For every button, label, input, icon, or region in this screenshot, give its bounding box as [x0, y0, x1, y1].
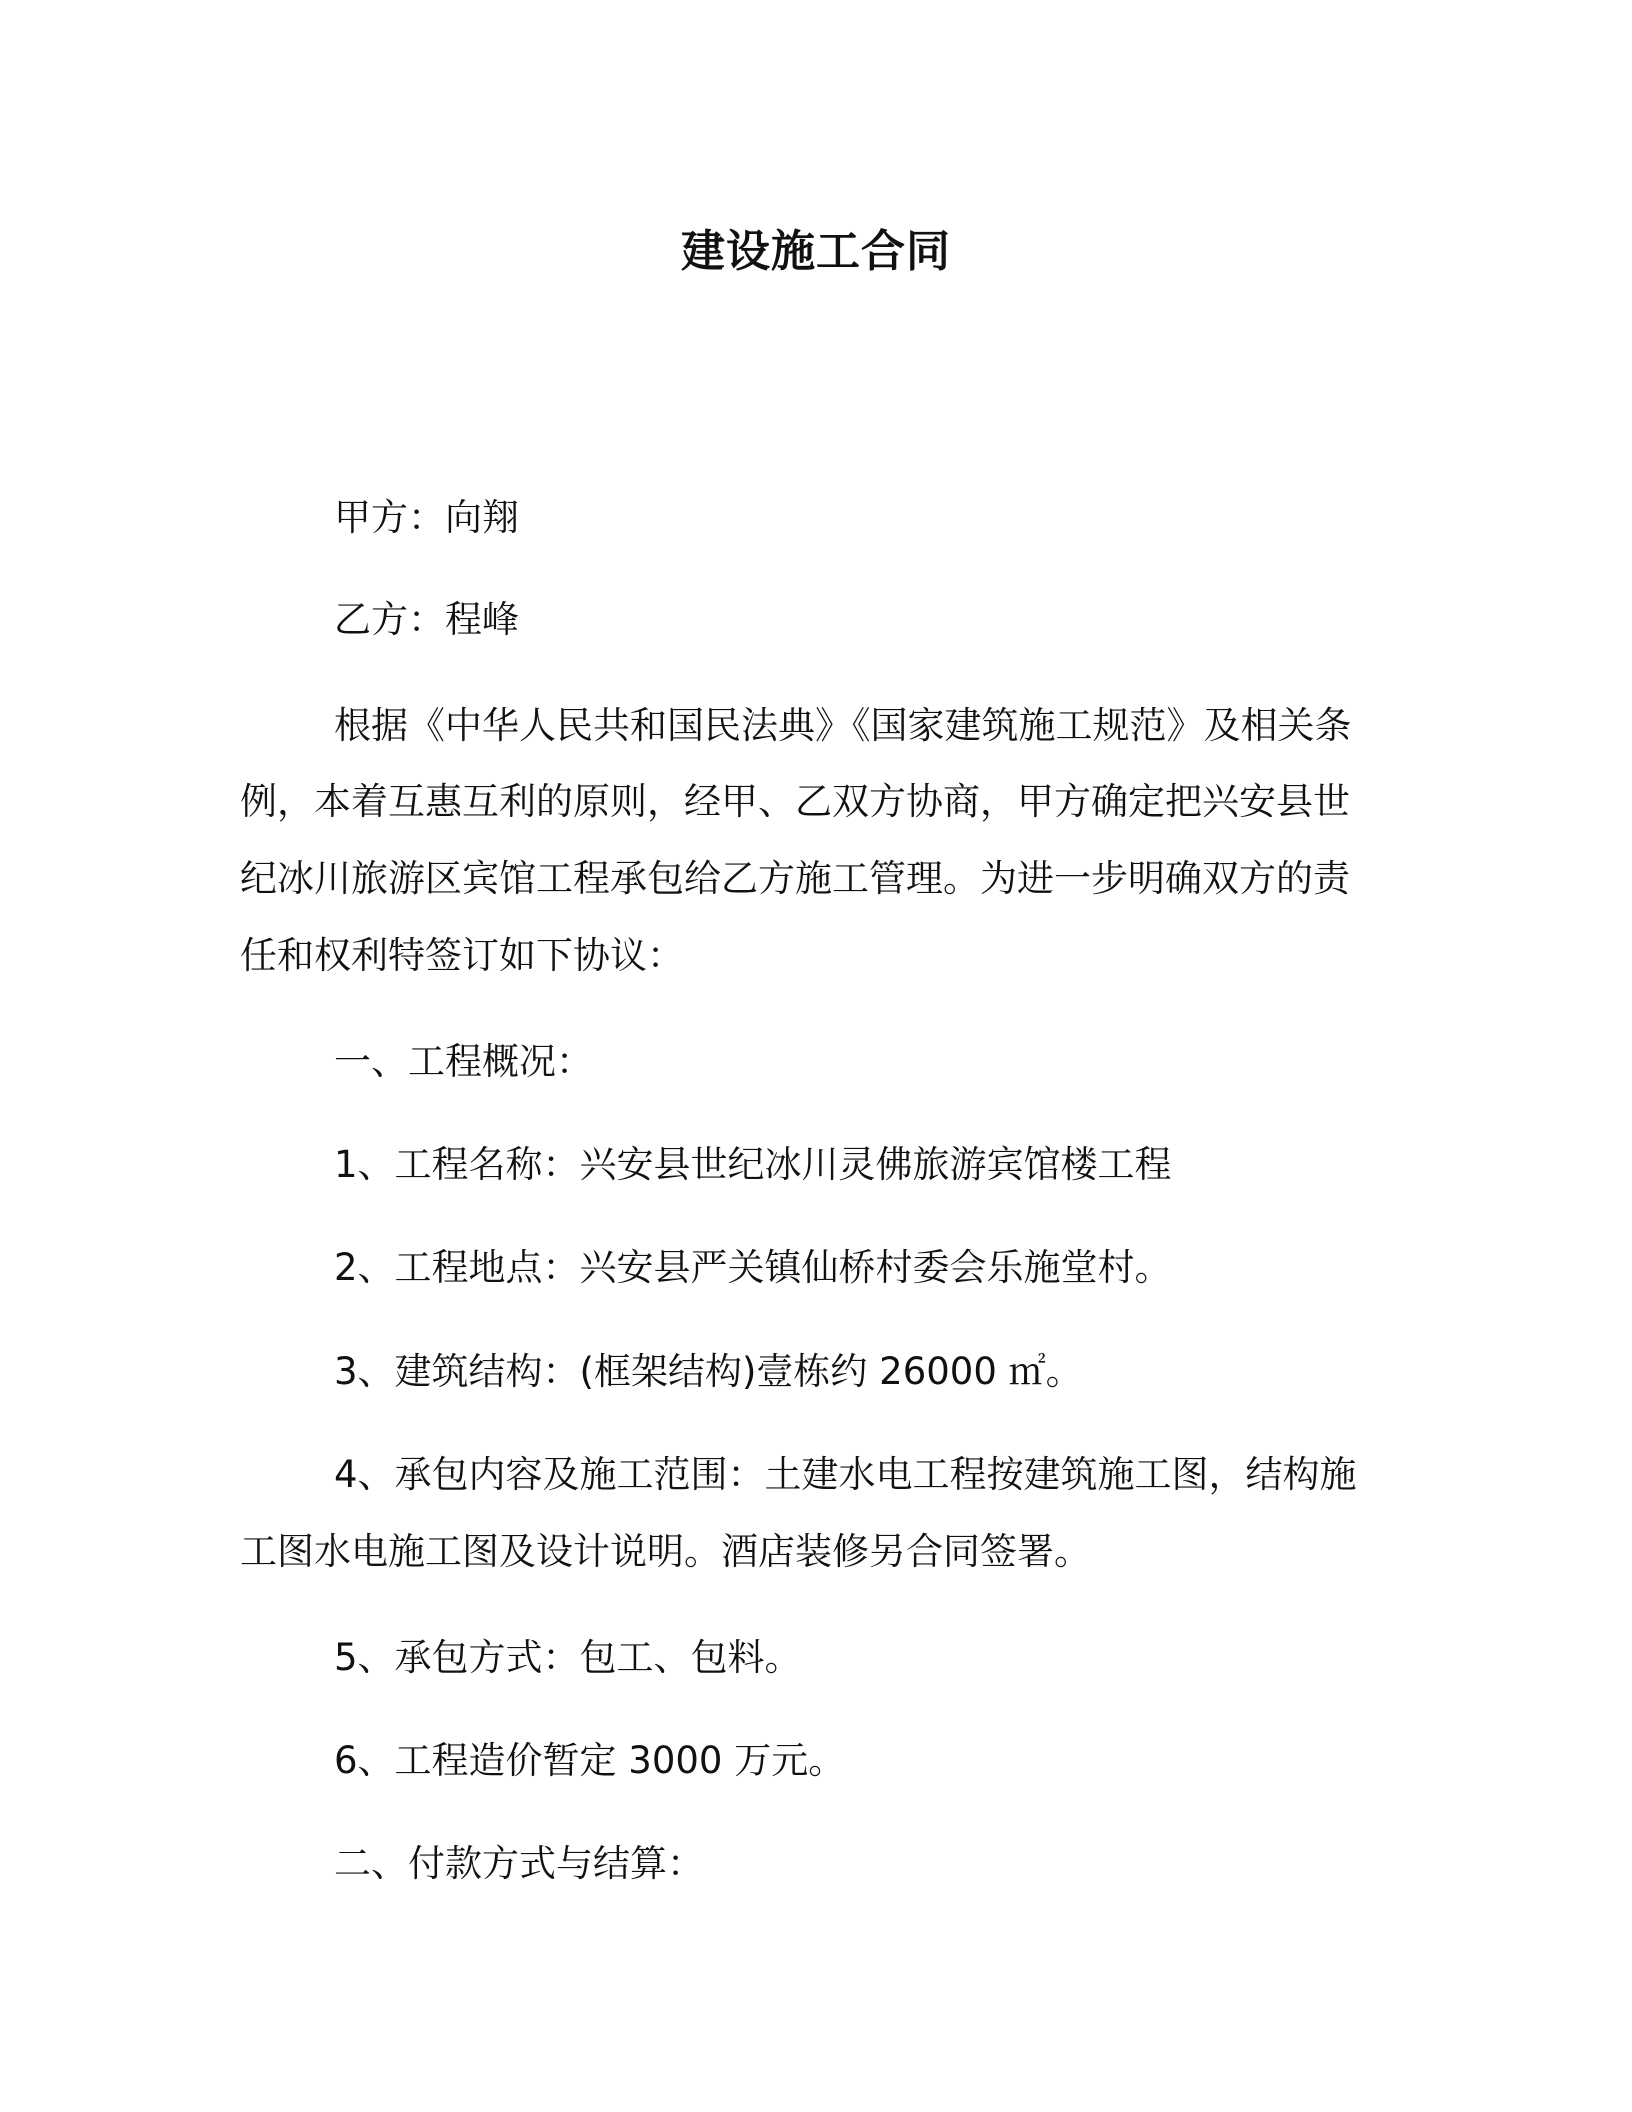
document-title: 建设施工合同 — [681, 226, 951, 277]
list-item: 5、承包方式：包工、包料。 — [334, 1636, 802, 1679]
section-heading: 一、工程概况： — [334, 1040, 593, 1083]
section-heading: 二、付款方式与结算： — [334, 1842, 704, 1885]
list-item-line: 4、承包内容及施工范围：土建水电工程按建筑施工图，结构施 — [334, 1453, 1357, 1496]
preamble-line: 根据《中华人民共和国民法典》《国家建筑施工规范》及相关条 — [334, 704, 1352, 747]
list-item: 6、工程造价暂定 3000 万元。 — [334, 1739, 846, 1782]
party-a: 甲方：向翔 — [334, 496, 519, 539]
preamble-line: 纪冰川旅游区宾馆工程承包给乙方施工管理。为进一步明确双方的责 — [240, 857, 1350, 900]
list-item: 3、建筑结构：(框架结构)壹栋约 26000 ㎡。 — [334, 1350, 1083, 1393]
list-item: 1、工程名称：兴安县世纪冰川灵佛旅游宾馆楼工程 — [334, 1143, 1172, 1186]
list-item-line: 工图水电施工图及设计说明。酒店装修另合同签署。 — [240, 1530, 1091, 1573]
party-b: 乙方：程峰 — [334, 598, 519, 641]
list-item: 2、工程地点：兴安县严关镇仙桥村委会乐施堂村。 — [334, 1246, 1172, 1289]
preamble-line: 例，本着互惠互利的原则，经甲、乙双方协商，甲方确定把兴安县世 — [240, 780, 1350, 823]
preamble-line: 任和权利特签订如下协议： — [240, 934, 684, 977]
